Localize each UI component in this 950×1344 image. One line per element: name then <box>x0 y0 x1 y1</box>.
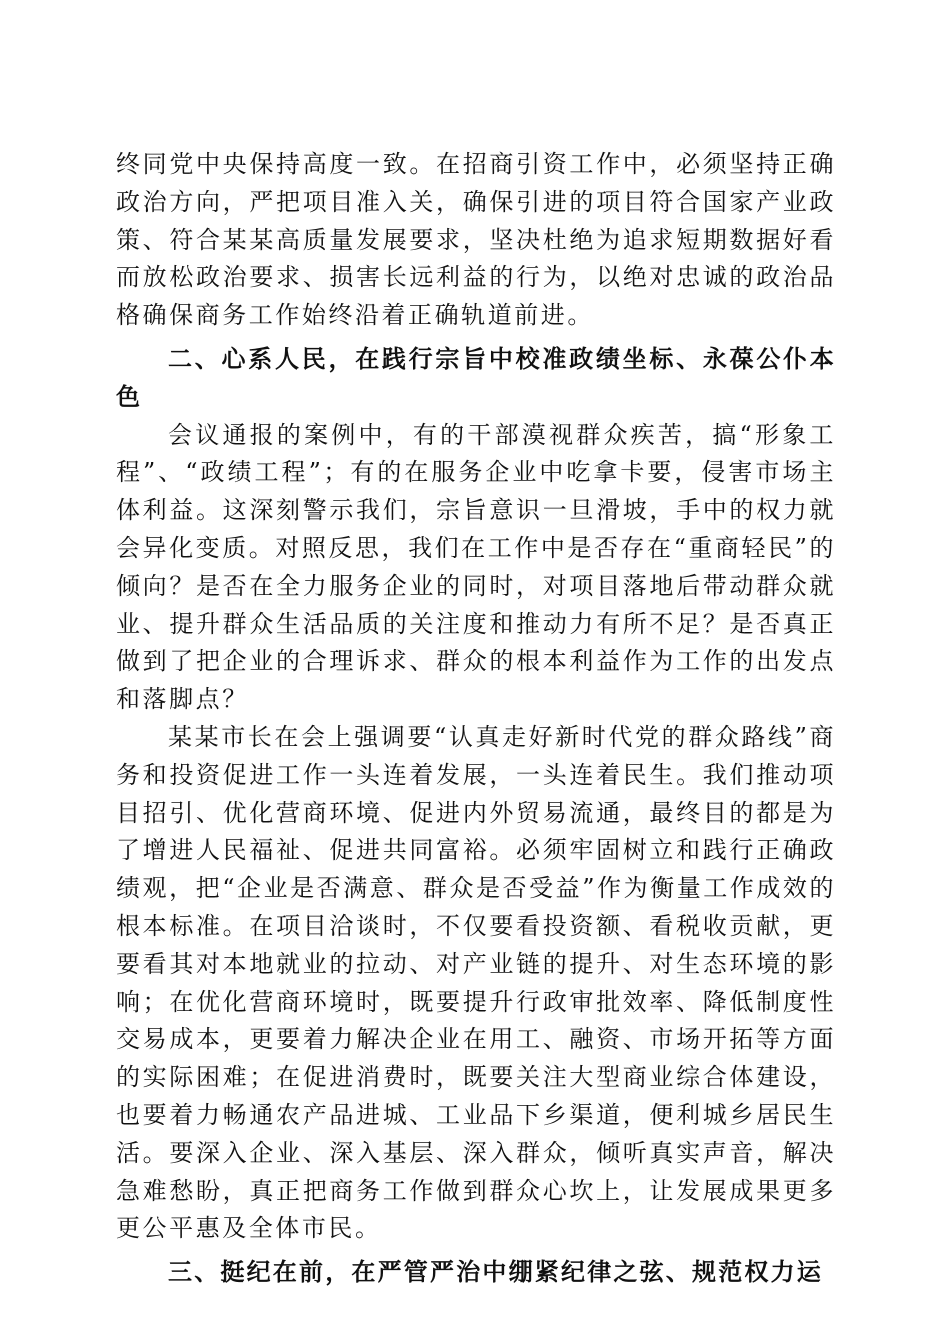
body-paragraph-cases: 会议通报的案例中，有的干部漠视群众疾苦，搞“形象工程”、“政绩工程”；有的在服务企业中吃拿卡要，侵害市场主体利益。这深刻警示我们，宗旨意识一旦滑坡，手中的权力就会异化变质。对照反思，我们在工作中是否存在“重商轻民”的倾向？是否在全力服务企业的同时，对项目落地后带动群众就业、提升群众生活品质的关注度和推动力有所不足？是否真正做到了把企业的合理诉求、群众的根本利益作为工作的出发点和落脚点？ <box>116 420 836 714</box>
section-heading-2: 二、心系人民，在践行宗旨中校准政绩坐标、永葆公仆本色 <box>116 344 836 411</box>
document-body <box>116 146 836 1292</box>
body-paragraph-continued: 终同党中央保持高度一致。在招商引资工作中，必须坚持正确政治方向，严把项目准入关，确保引进的项目符合国家产业政策、符合某某高质量发展要求，坚决杜绝为追求短期数据好看而放松政治要求、损害长远利益的行为，以绝对忠诚的政治品格确保商务工作始终沿着正确轨道前进。 <box>116 150 836 330</box>
section-heading-3: 三、挺纪在前，在严管严治中绷紧纪律之弦、规范权力运 <box>168 1258 823 1287</box>
body-paragraph-mayor-speech: 某某市长在会上强调要“认真走好新时代党的群众路线”商务和投资促进工作一头连着发展，一头连着民生。我们推动项目招引、优化营商环境、促进内外贸易流通，最终目的都是为了增进人民福祉、促进共同富裕。必须牢固树立和践行正确政绩观，把“企业是否满意、群众是否受益”作为衡量工作成效的根本标准。在项目洽谈时，不仅要看投资额、看税收贡献，更要看其对本地就业的拉动、对产业链的提升、对生态环境的影响；在优化营商环境时，既要提升行政审批效率、降低制度性交易成本，更要着力解决企业在用工、融资、市场开拓等方面的实际困难；在促进消费时，既要关注大型商业综合体建设，也要着力畅通农产品进城、工业品下乡渠道，便利城乡居民生活。要深入企业、深入基层、深入群众，倾听真实声音，解决急难愁盼，真正把商务工作做到群众心坎上，让发展成果更多更公平惠及全体市民。 <box>116 722 836 1243</box>
